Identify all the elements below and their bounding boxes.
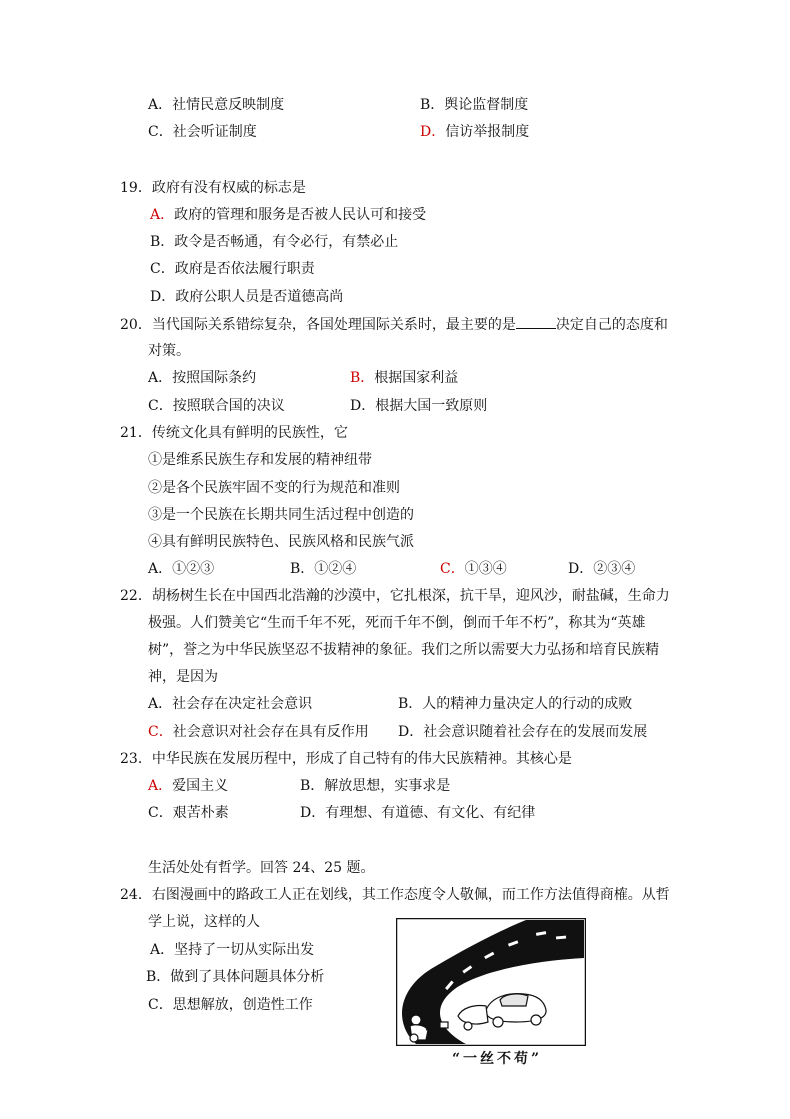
q23-option-b: B．解放思想，实事求是 (300, 778, 451, 794)
q21-statement-2: ②是各个民族牢固不变的行为规范和准则 (148, 480, 400, 496)
q24-stem-line2: 学上说，这样的人 (148, 914, 260, 930)
q20-option-d: D．根据大国一致原则 (350, 398, 488, 414)
q19-stem: 19．政府有没有权威的标志是 (120, 180, 306, 196)
q19-option-d: D．政府公职人员是否道德高尚 (150, 289, 344, 305)
q22-stem-line3: 树”，誉之为中华民族坚忍不拔精神的象征。我们之所以需要大力弘扬和培育民族精 (148, 642, 660, 658)
q21-stem: 21．传统文化具有鲜明的民族性，它 (120, 425, 348, 441)
q22-stem-line2: 极强。人们赞美它“生而千年不死，死而千年不倒，倒而千年不朽”，称其为“英雄 (148, 615, 646, 631)
answer-blank (516, 314, 556, 329)
q18-option-a: A．社情民意反映制度 (148, 97, 285, 113)
q19-option-b: B．政令是否畅通，有令必行，有禁必止 (150, 234, 399, 250)
q22-option-d: D．社会意识随着社会存在的发展而发展 (398, 724, 648, 740)
q21-option-a: A．①②③ (148, 561, 215, 577)
q20-stem: 20．当代国际关系错综复杂，各国处理国际关系时，最主要的是 决定自己的态度和 (120, 314, 668, 335)
q18-option-b: B．舆论监督制度 (420, 97, 529, 113)
q21-option-c: C．①③④ (440, 561, 507, 577)
q19-option-c: C．政府是否依法履行职责 (150, 261, 315, 277)
q20-stem-line2: 对策。 (148, 343, 190, 359)
q22-stem-line4: 神，是因为 (148, 669, 218, 685)
q23-option-c: C．艰苦朴素 (148, 805, 229, 821)
q23-stem: 23．中华民族在发展历程中，形成了自己特有的伟大民族精神。其核心是 (120, 751, 572, 767)
q22-option-a: A．社会存在决定社会意识 (148, 696, 313, 712)
q24-option-a: A．坚持了一切从实际出发 (150, 942, 315, 958)
q20-option-b: B．根据国家利益 (350, 370, 459, 386)
q21-statement-1: ①是维系民族生存和发展的精神纽带 (148, 452, 372, 468)
q23-option-d: D．有理想、有道德、有文化、有纪律 (300, 805, 536, 821)
q21-statement-3: ③是一个民族在长期共同生活过程中创造的 (148, 507, 414, 523)
q21-option-b: B．①②④ (290, 561, 357, 577)
q22-option-b: B．人的精神力量决定人的行动的成败 (398, 696, 633, 712)
q19-option-a: A．政府的管理和服务是否被人民认可和接受 (150, 207, 427, 223)
q20-option-a: A．按照国际条约 (148, 370, 257, 386)
cartoon-caption: “一丝不苟” (452, 1051, 543, 1067)
q24-option-c: C．思想解放，创造性工作 (148, 997, 313, 1013)
q21-statement-4: ④具有鲜明民族特色、民族风格和民族气派 (148, 534, 414, 550)
q24-stem-line1: 24．右图漫画中的路政工人正在划线，其工作态度令人敬佩，而工作方法值得商榷。从哲 (120, 887, 670, 903)
q23-option-a: A．爱国主义 (148, 778, 229, 794)
q24-option-b: B．做到了具体问题具体分析 (146, 969, 325, 985)
section-intro: 生活处处有哲学。回答 24、25 题。 (148, 860, 375, 876)
q18-option-c: C．社会听证制度 (148, 124, 257, 140)
q20-option-c: C．按照联合国的决议 (148, 398, 285, 414)
q21-option-d: D．②③④ (568, 561, 636, 577)
road-painter-cartoon (396, 918, 586, 1046)
q22-stem-line1: 22．胡杨树生长在中国西北浩瀚的沙漠中，它扎根深，抗干旱，迎风沙，耐盐碱，生命力 (120, 588, 670, 604)
q18-option-d: D．信访举报制度 (420, 124, 530, 140)
q22-option-c: C．社会意识对社会存在具有反作用 (148, 724, 369, 740)
